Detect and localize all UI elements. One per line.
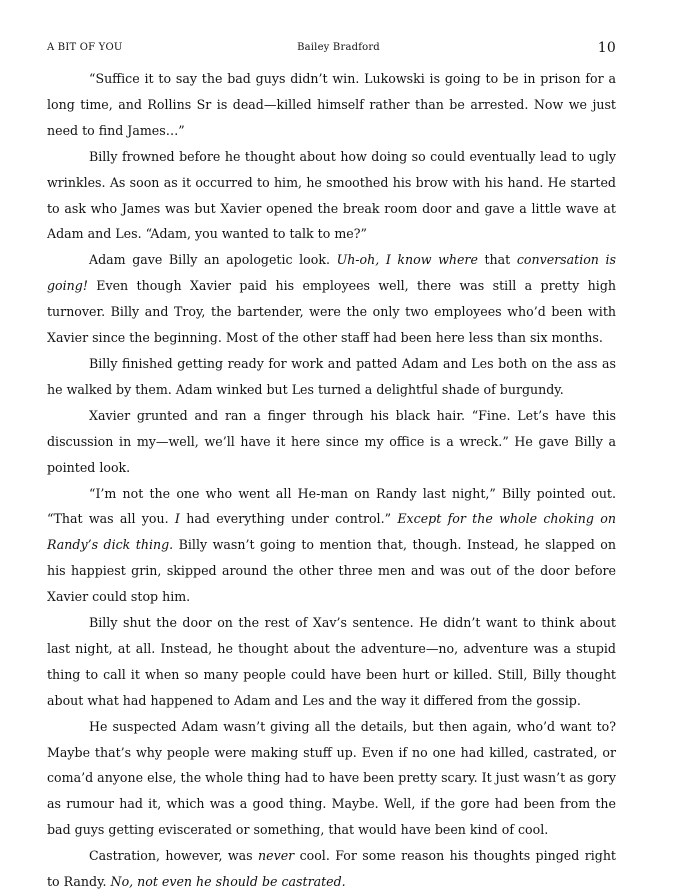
- paragraph: [47, 351, 616, 403]
- text-run: had everything under control.”: [179, 511, 398, 527]
- paragraph: [47, 610, 616, 714]
- running-header-author: Bailey Bradford: [297, 42, 380, 53]
- text-run: cool. For some reason his thoughts pinged right to Randy.: [47, 848, 616, 890]
- text-run: Xavier grunted and ran a finger through his black hair. “Fine. Let’s have this discussion in my—well, we’ll have it here since my office is a wreck.” He gave Billy a pointed look.: [47, 407, 616, 475]
- italic-text: I: [174, 511, 180, 527]
- italic-text: Except for the whole choking on Randy’s dick thing.: [47, 511, 616, 553]
- page-number: 10: [597, 40, 616, 56]
- text-run: “I’m not the one who went all He-man on Randy last night,” Billy pointed out. “That was all you.: [47, 485, 616, 527]
- paragraph: [47, 714, 616, 844]
- italic-text: Uh-oh, I know where: [336, 252, 485, 268]
- text-run: “Suffice it to say the bad guys didn’t win. Lukowski is going to be in prison for a long time, and Rollins Sr is dead—killed himself rather than be arrested. Now we just need to find James…”: [47, 71, 616, 138]
- paragraph: [47, 144, 616, 248]
- paragraph: [47, 403, 616, 481]
- text-run: He suspected Adam wasn’t giving all the details, but then again, who’d want to? Maybe that’s why people were making stuff up. Even if no one had killed, castrated, or coma’d anyone else, the whole thing had to have been pretty scary. It just wasn’t as gory as rumour had it, which was a good thing. Maybe. Well, if the gore had been from the bad guys getting eviscerated or something, that would have been kind of cool.: [47, 718, 616, 838]
- paragraph: [47, 66, 616, 144]
- text-run: Billy frowned before he thought about how doing so could eventually lead to ugly wrinkles. As soon as it occurred to him, he smoothed his brow with his hand. He started to ask who James was but Xavier opened the break room door and gave a little wave at Adam and Les. “Adam, you wanted to talk to me?”: [47, 148, 616, 242]
- text-run: Castration, however, was: [89, 848, 259, 864]
- italic-text: No, not even he should be castrated.: [110, 874, 346, 890]
- body-text: [47, 66, 616, 895]
- paragraph: [47, 481, 616, 611]
- text-run: Billy finished getting ready for work and patted Adam and Les both on the ass as he walked by them. Adam winked but Les turned a delightful shade of burgundy.: [47, 355, 616, 397]
- italic-text: conversation is going!: [47, 252, 616, 294]
- italic-text: never: [258, 848, 295, 864]
- text-run: Billy shut the door on the rest of Xav’s sentence. He didn’t want to think about last night, at all. Instead, he thought about the adventure—no, adventure was a stupid thing to call it when so many people could have been hurt or killed. Still, Billy thought about what had happened to Adam and Les and the way it differed from the gossip.: [47, 615, 616, 708]
- running-header-title: A BIT OF YOU: [47, 42, 123, 53]
- paragraph: [47, 843, 616, 895]
- text-run: Adam gave Billy an apologetic look.: [89, 252, 337, 268]
- text-run: Even though Xavier paid his employees well, there was still a pretty high turnover. Billy and Troy, the bartender, were the only two employees who’d been with Xavier since the beginning. Most of the other staff had been here less than six months.: [47, 278, 616, 346]
- text-run: that: [484, 252, 511, 268]
- text-run: Billy wasn’t going to mention that, though. Instead, he slapped on his happiest grin, skipped around the other three men and was out of the door before Xavier could stop him.: [47, 537, 616, 605]
- paragraph: [47, 247, 616, 351]
